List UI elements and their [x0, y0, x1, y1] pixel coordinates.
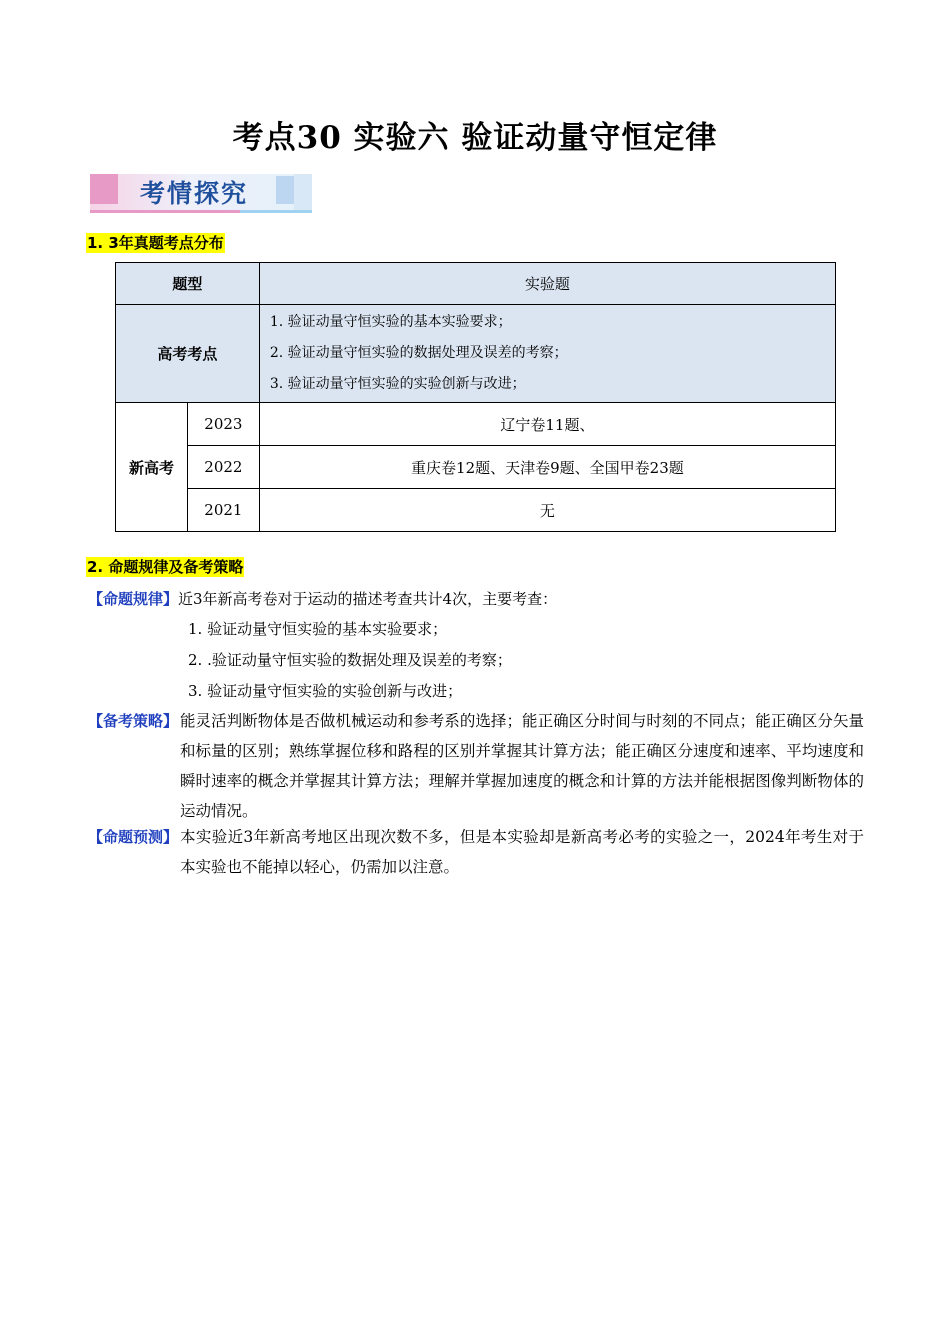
forecast-text: 本实验近3年新高考地区出现次数不多，但是本实验却是新高考必考的实验之一，2024年考生对于本实验也不能掉以轻心，仍需加以注意。 — [180, 828, 864, 876]
table-row — [116, 403, 836, 446]
rule-text: 近3年新高考卷对于运动的描述考查共计4次，主要考查： — [178, 590, 558, 608]
rule-label: 【命题规律】 — [88, 590, 179, 608]
rule-line — [88, 584, 557, 614]
rule-item: 1. 验证动量守恒实验的基本实验要求； — [188, 620, 448, 638]
table-row — [116, 489, 836, 532]
point-item: 1. 验证动量守恒实验的基本实验要求； — [269, 314, 512, 330]
section1-heading: 1. 3年真题考点分布 — [87, 234, 224, 252]
questions-cell: 重庆卷12题、天津卷9题、全国甲卷23题 — [259, 446, 835, 489]
strategy-label: 【备考策略】 — [88, 712, 179, 730]
banner-underline-pink — [90, 210, 240, 213]
banner-light-block — [294, 174, 312, 210]
table-row-type — [116, 263, 836, 305]
points-cell — [259, 305, 835, 403]
year-cell: 2021 — [187, 489, 259, 532]
points-label: 高考考点 — [116, 305, 260, 403]
rule-item: 3. 验证动量守恒实验的实验创新与改进； — [188, 682, 463, 700]
table-row — [116, 446, 836, 489]
questions-cell: 辽宁卷11题、 — [259, 403, 835, 446]
banner-underline-blue — [240, 210, 312, 213]
group-label: 新高考 — [116, 403, 188, 532]
point-item: 3. 验证动量守恒实验的实验创新与改进； — [269, 376, 526, 392]
section-banner — [90, 172, 312, 216]
banner-pink-block — [90, 174, 118, 204]
banner-blue-block — [276, 176, 296, 204]
year-cell: 2023 — [187, 403, 259, 446]
banner-label: 考情探究 — [140, 179, 249, 208]
type-label: 题型 — [116, 263, 260, 305]
page-title: 考点30 实验六 验证动量守恒定律 — [232, 120, 718, 156]
questions-cell: 无 — [259, 489, 835, 532]
strategy-text: 能灵活判断物体是否做机械运动和参考系的选择；能正确区分时间与时刻的不同点；能正确区分矢量和标量的区别；熟练掌握位移和路程的区别并掌握其计算方法；能正确区分速度和速率、平均速度和瞬时速率的概念并掌握其计算方法；理解并掌握加速度的概念和计算的方法并能根据图像判断物体的运动情况。 — [180, 712, 864, 820]
section2-heading: 2. 命题规律及备考策略 — [87, 558, 244, 576]
rule-item: 2. .验证动量守恒实验的数据处理及误差的考察； — [188, 651, 512, 669]
year-cell: 2022 — [187, 446, 259, 489]
table-row-points — [116, 305, 836, 403]
type-value: 实验题 — [259, 263, 835, 305]
exam-distribution-table — [115, 262, 836, 532]
point-item: 2. 验证动量守恒实验的数据处理及误差的考察； — [269, 345, 568, 361]
forecast-label: 【命题预测】 — [88, 828, 179, 846]
